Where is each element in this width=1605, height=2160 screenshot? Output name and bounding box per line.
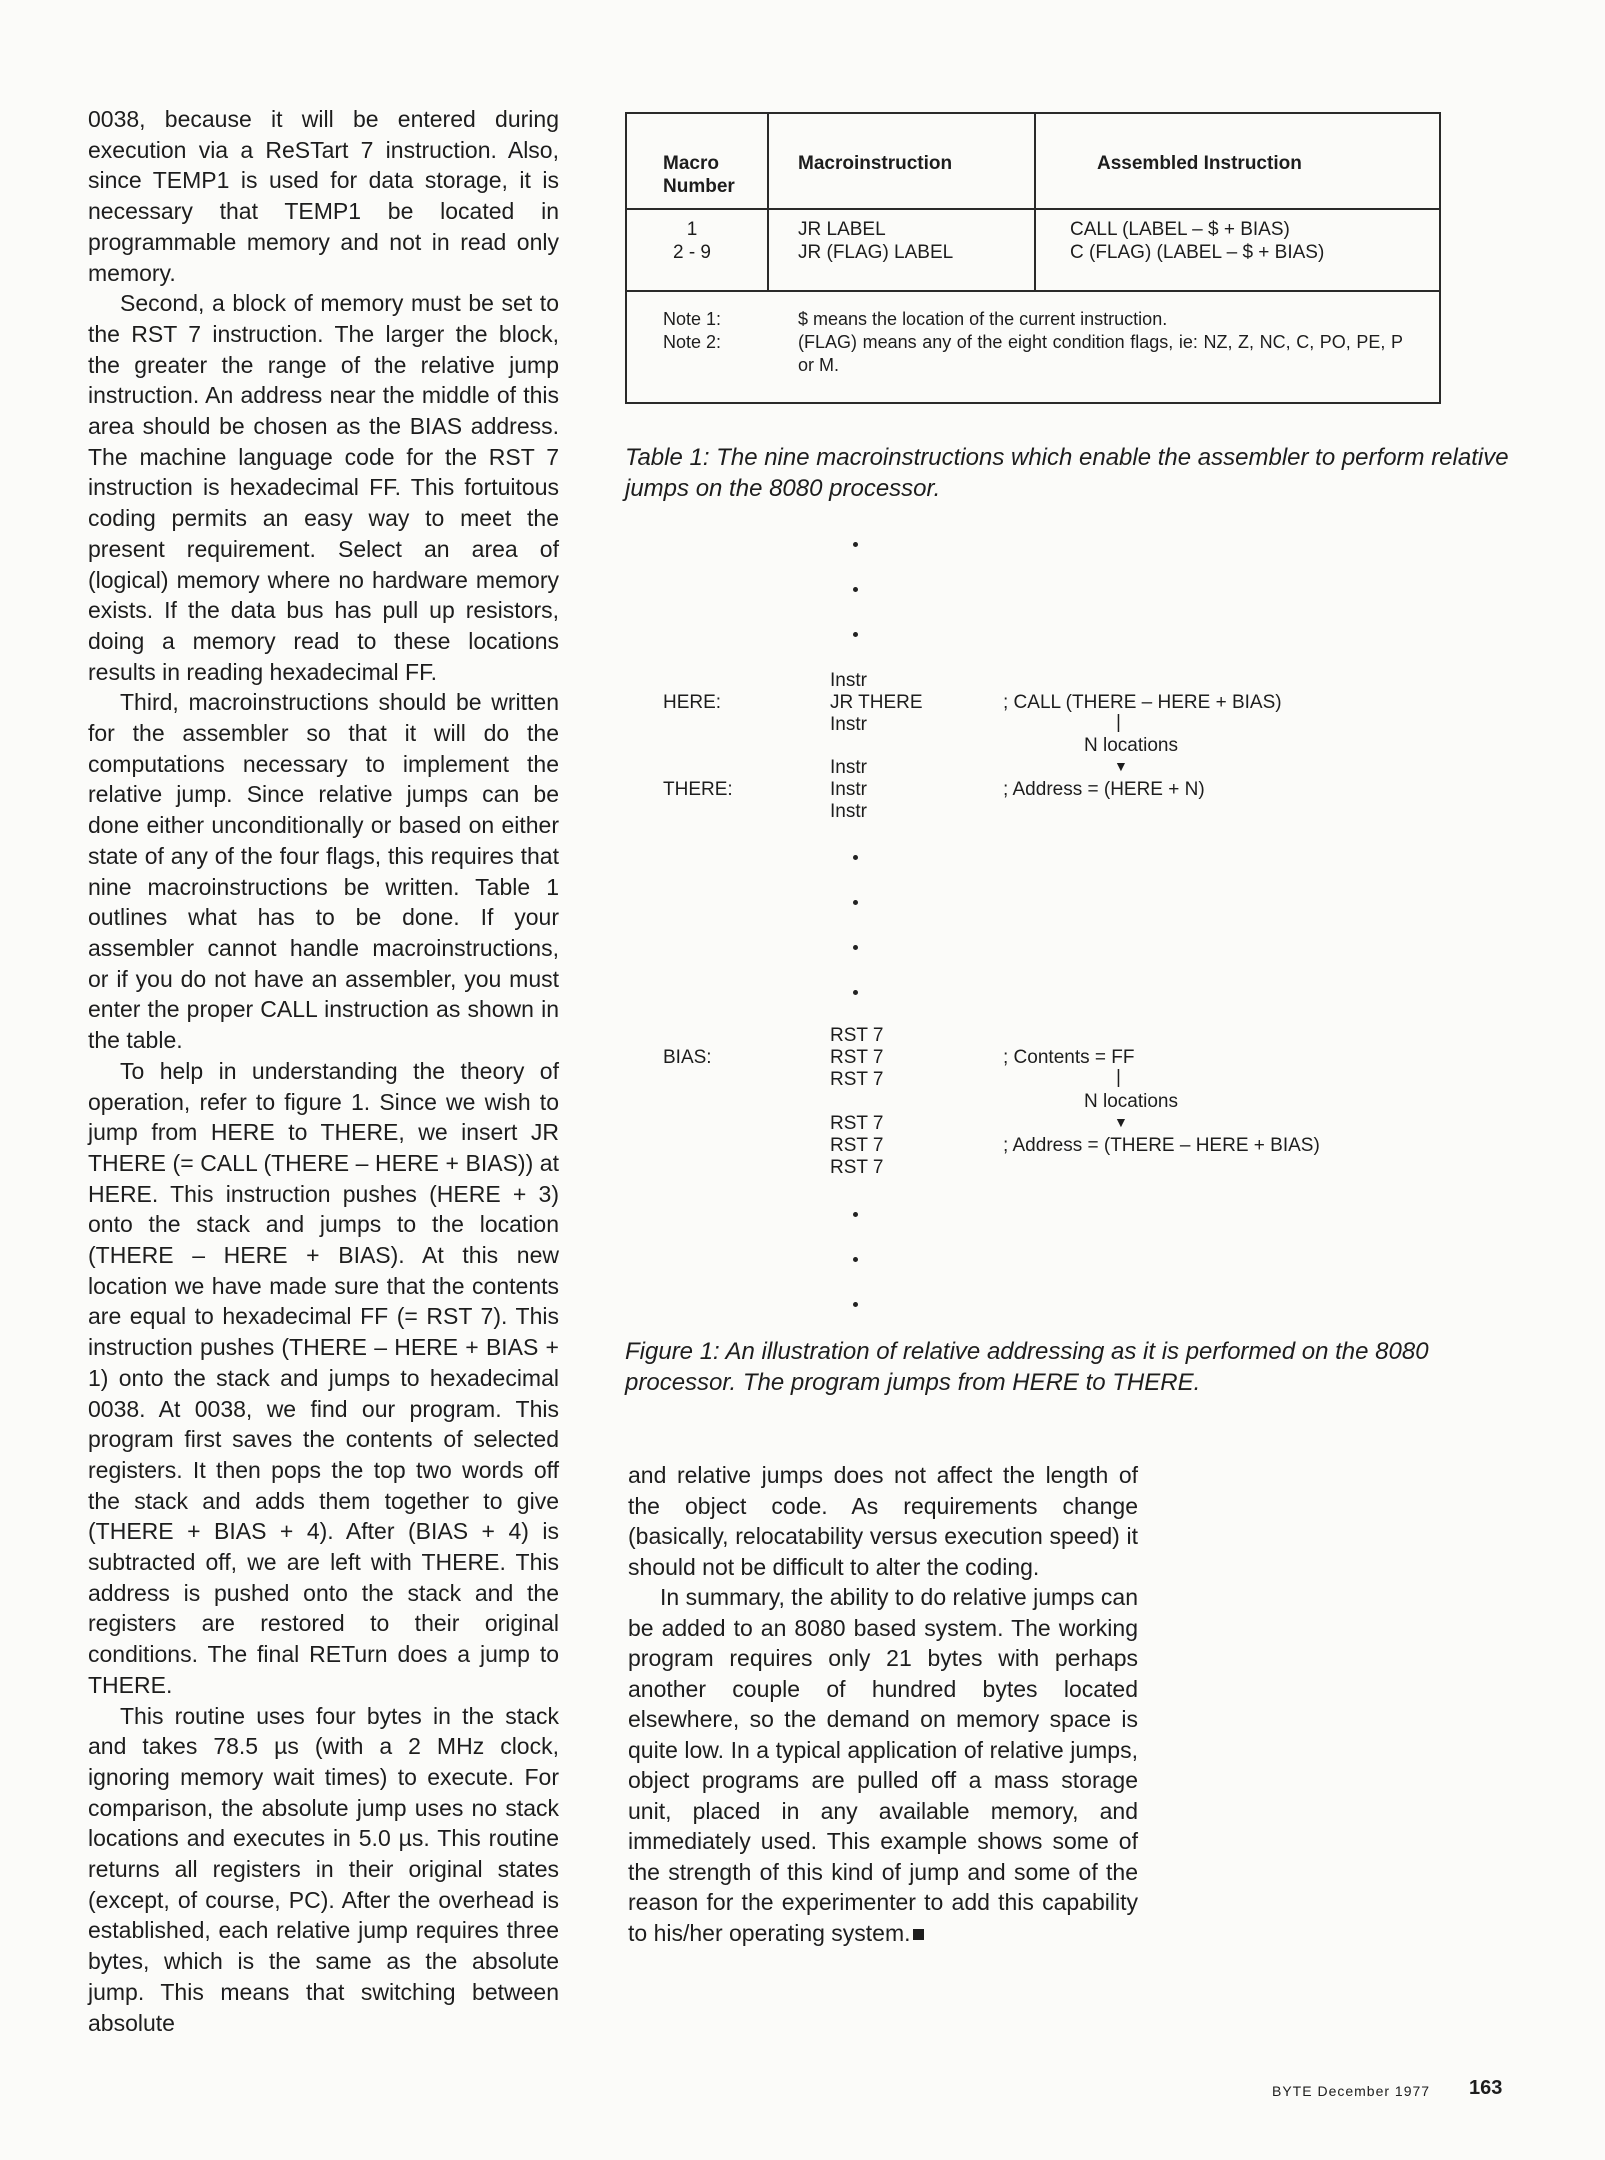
paragraph: and relative jumps does not affect the length of the object code. As requirements change (basically, relocatability versus execution speed) it should not be difficult to alter the coding. [628,1462,1138,1580]
paragraph-text: In summary, the ability to do relative jumps can be added to an 8080 based system. The working program requires only 21 bytes with perhaps another couple of hundred bytes located elsewhere, so the demand on memory space is quite low. In a typical application of relative jumps, object programs are pulled off a mass storage unit, placed in any available memory, and immediately used. This example shows some of the strength of this kind of jump and some of the reason for the experimenter to add this capability to his/her operating system. [628,1584,1138,1946]
label-there: THERE: [663,779,733,800]
range-tick: | [1116,1067,1121,1088]
n-locations: N locations [1084,1091,1178,1112]
note-label: Note 2: [663,332,722,352]
paragraph: Third, macroinstructions should be written for the assembler so that it will do the computations necessary to implement the relative jump. Since relative jumps can be done either unconditionally or based on either state of any of the four flags, this requires that nine macroinstructions be written. Table 1 outlines what has to be done. If your assembler cannot handle macroinstructions, or if you do not have an assembler, you must enter the proper CALL instruction as shown in the table. [88,689,559,1054]
instr-line: Instr [830,670,867,691]
rst7-line: RST 7 [830,1135,884,1156]
note-text: (FLAG) means any of the eight condition flags, ie: NZ, Z, NC, C, PO, PE, P or M. [798,332,1403,375]
instr-line: Instr [830,801,867,822]
table-divider [627,208,1439,210]
note-label: Note 1: [663,309,722,329]
figure-caption: Figure 1: An illustration of relative addressing as it is performed on the 8080 processor. The program jumps from HERE to THERE. [625,1338,1429,1396]
row-assembled: CALL (LABEL – $ + BIAS) [1070,219,1290,240]
left-column-text [88,104,559,2038]
row-macro: JR (FLAG) LABEL [798,242,954,263]
ellipsis-dot [853,945,858,950]
right-column-text [628,1460,1138,1948]
comment-address-here: ; Address = (HERE + N) [1003,779,1205,800]
label-here: HERE: [663,692,722,713]
down-arrow-icon: ▼ [1114,758,1128,774]
rst7-line: RST 7 [830,1047,884,1068]
ellipsis-dot [853,1257,858,1262]
ellipsis-dot [853,990,858,995]
rst7-line: RST 7 [830,1025,884,1046]
ellipsis-dot [853,542,858,547]
paragraph: Second, a block of memory must be set to the RST 7 instruction. The larger the block, the greater the range of the relative jump instruction. An address near the middle of this area should be chosen as the BIAS address. The machine language code for the RST 7 instruction is hexadecimal FF. This fortuitous coding permits an easy way to meet the present requirement. Select an area of (logical) memory where no hardware memory exists. If the data bus has pull up resistors, doing a memory read to these locations results in reading hexadecimal FF. [88,290,559,685]
row-assembled: C (FLAG) (LABEL – $ + BIAS) [1070,242,1325,263]
table-divider [1034,114,1036,292]
comment-contents: ; Contents = FF [1003,1047,1135,1068]
table-caption: Table 1: The nine macroinstructions which enable the assembler to perform relative jumps on the 8080 processor. [625,444,1509,502]
header-assembled-instruction: Assembled Instruction [1097,153,1302,174]
comment-address-there: ; Address = (THERE – HERE + BIAS) [1003,1135,1320,1156]
table-divider [627,290,1439,292]
row-number: 2 - 9 [672,242,712,263]
rst7-line: RST 7 [830,1157,884,1178]
paragraph [628,1582,1138,1948]
row-macro: JR LABEL [798,219,886,240]
label-bias: BIAS: [663,1047,712,1068]
ellipsis-dot [853,587,858,592]
ellipsis-dot [853,1212,858,1217]
figure-relative-addressing [620,520,1520,1320]
row-number: 1 [686,219,698,240]
instr-line: Instr [830,757,867,778]
header-macro-number: Macro Number [663,153,735,197]
n-locations: N locations [1084,735,1178,756]
paragraph: 0038, because it will be entered during execution via a ReSTart 7 instruction. Also, since TEMP1 is used for data storage, it is necessary that TEMP1 be located in programmable memory and not in read only memory. [88,106,559,286]
instr-line: Instr [830,779,867,800]
down-arrow-icon: ▼ [1114,1114,1128,1130]
range-tick: | [1116,712,1121,733]
comment-call: ; CALL (THERE – HERE + BIAS) [1003,692,1282,713]
rst7-line: RST 7 [830,1069,884,1090]
ellipsis-dot [853,855,858,860]
footer-magazine: BYTE December 1977 [1272,2083,1431,2099]
page-number: 163 [1469,2077,1503,2099]
ellipsis-dot [853,632,858,637]
paragraph: This routine uses four bytes in the stack and takes 78.5 µs (with a 2 MHz clock, ignoring memory wait times) to execute. For comparison, the absolute jump uses no stack locations and executes in 5.0 µs. This routine returns all registers in their original states (except, of course, PC). After the overhead is established, each relative jump requires three bytes, which is the same as the absolute jump. This means that switching between absolute [88,1702,559,2036]
table-divider [767,114,769,292]
rst7-line: RST 7 [830,1113,884,1134]
ellipsis-dot [853,900,858,905]
header-macroinstruction: Macroinstruction [798,153,953,174]
end-mark-icon [913,1929,924,1940]
instr-line: Instr [830,714,867,735]
paragraph: To help in understanding the theory of operation, refer to figure 1. Since we wish to jump from HERE to THERE, we insert JR THERE (= CALL (THERE – HERE + BIAS)) at HERE. This instruction pushes (HERE + 3) onto the stack and jumps to the location (THERE – HERE + BIAS). At this new location we have made sure that the contents are equal to hexadecimal FF (= RST 7). This instruction pushes (THERE – HERE + BIAS + 1) onto the stack and jumps to hexadecimal 0038. At 0038, we find our program. This program first saves the contents of selected registers. It then pops the top two words off the stack and adds them together to give (THERE + BIAS + 4). After (BIAS + 4) is subtracted off, we are left with THERE. This address is pushed onto the stack and the registers are restored to their original conditions. The final RETurn does a jump to THERE. [88,1057,559,1698]
jr-there-line: JR THERE [830,692,923,713]
ellipsis-dot [853,1302,858,1307]
note-text: $ means the location of the current instruction. [798,309,1168,329]
macro-table [625,112,1441,404]
